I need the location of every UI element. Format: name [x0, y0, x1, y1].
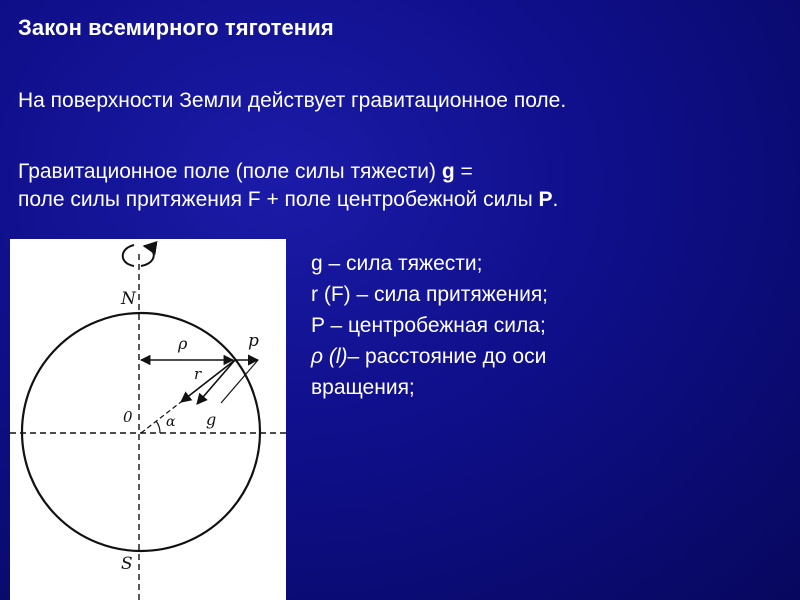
- earth-gravity-diagram: [10, 239, 286, 600]
- south-label: S: [121, 554, 133, 574]
- legend-item-p: P – центробежная сила;: [311, 314, 546, 337]
- rotation-arrow-icon: [123, 245, 154, 266]
- diagram-svg: [10, 239, 286, 600]
- definition-line-1: [18, 158, 558, 186]
- r-label: r: [194, 365, 202, 383]
- rho-symbol: ρ (l): [311, 345, 348, 368]
- symbol-g-bold: g: [441, 160, 455, 183]
- legend-item-g: g – сила тяжести;: [311, 252, 483, 275]
- symbol-p-bold: P: [538, 188, 553, 211]
- center-label: 0: [123, 408, 133, 426]
- definition-line-1-text: Гравитационное поле (поле силы тяжести): [18, 160, 442, 183]
- gravity-force-arrow: [197, 360, 235, 404]
- legend-item-rho-continued: вращения;: [311, 376, 415, 399]
- g-label: g: [206, 410, 217, 429]
- north-label: N: [121, 289, 136, 309]
- rho-description: – расстояние до оси: [347, 345, 547, 368]
- period: .: [552, 188, 559, 211]
- definition-line-2: [18, 186, 558, 214]
- paragraph-field-definition: [18, 158, 558, 214]
- slide-title: Закон всемирного тяготения: [18, 15, 334, 40]
- earth-circle: [22, 313, 260, 551]
- paragraph-surface-field: На поверхности Земли действует гравитационное поле.: [18, 89, 567, 112]
- symbol-legend: [311, 248, 548, 403]
- p-label: p: [248, 331, 259, 351]
- legend-item-r: r (F) – сила притяжения;: [311, 283, 549, 306]
- rho-label: ρ: [178, 334, 188, 353]
- alpha-arc: [156, 421, 160, 433]
- alpha-label: α: [166, 414, 176, 430]
- definition-line-2-text: поле силы притяжения F + поле центробежной силы: [18, 188, 539, 211]
- legend-item-rho: [311, 341, 548, 372]
- equals-sign: =: [454, 160, 473, 183]
